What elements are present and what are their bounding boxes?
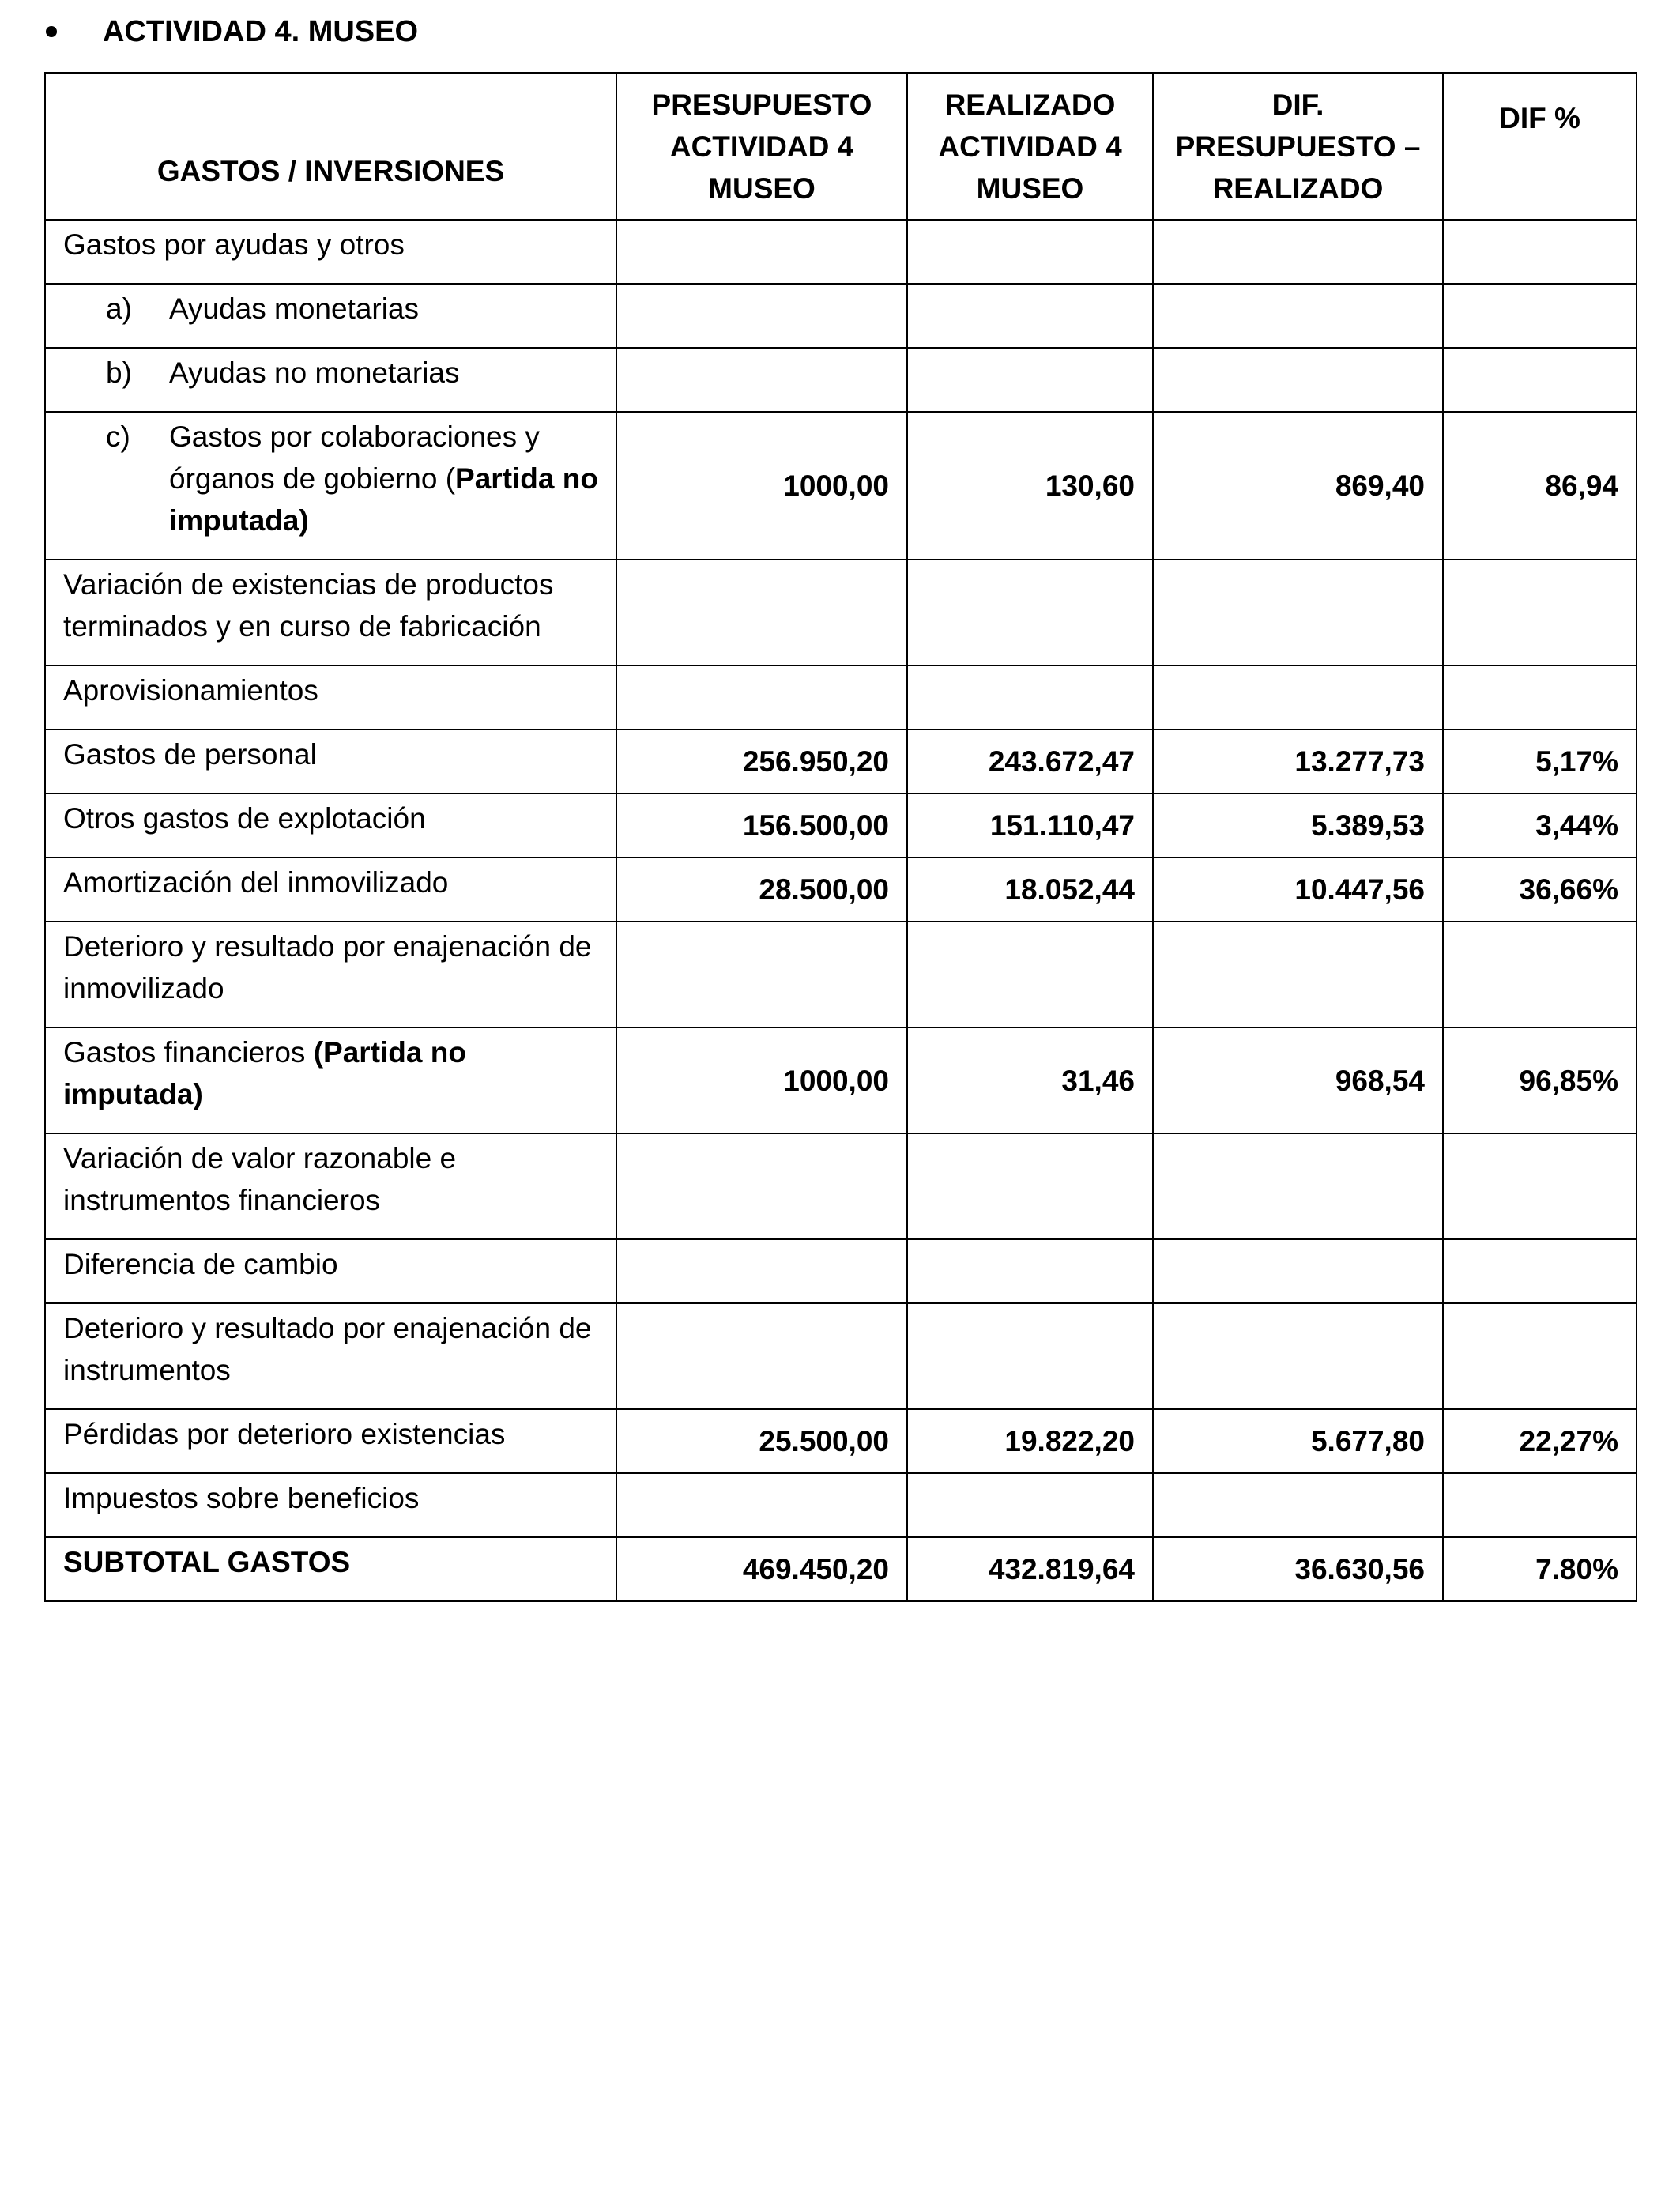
table-row [45, 412, 1637, 560]
dif-value [1153, 922, 1443, 1027]
realizado-value [907, 284, 1153, 348]
dif-percent-value [1443, 220, 1637, 284]
table-row [45, 922, 1637, 1027]
header-dif-percent: DIF % [1443, 73, 1637, 220]
row-label: Pérdidas por deterioro existencias [45, 1409, 616, 1473]
row-label: Otros gastos de explotación [45, 794, 616, 858]
dif-value [1153, 348, 1443, 412]
realizado-value [907, 220, 1153, 284]
section-title: ACTIVIDAD 4. MUSEO [103, 15, 419, 48]
realizado-value: 19.822,20 [907, 1409, 1153, 1473]
table-row [45, 729, 1637, 794]
dif-percent-value [1443, 348, 1637, 412]
row-label: Gastos por ayudas y otros [45, 220, 616, 284]
row-label: b) Ayudas no monetarias [45, 348, 616, 412]
row-label: a) Ayudas monetarias [45, 284, 616, 348]
realizado-value [907, 1133, 1153, 1239]
dif-value: 5.677,80 [1153, 1409, 1443, 1473]
subtotal-label: SUBTOTAL GASTOS [45, 1537, 616, 1601]
dif-percent-value: 22,27% [1443, 1409, 1637, 1473]
presupuesto-value: 25.500,00 [616, 1409, 907, 1473]
dif-percent-value: 36,66% [1443, 858, 1637, 922]
dif-percent-value [1443, 665, 1637, 729]
realizado-value [907, 1239, 1153, 1303]
dif-percent-value [1443, 922, 1637, 1027]
presupuesto-value [616, 922, 907, 1027]
realizado-value: 432.819,64 [907, 1537, 1153, 1601]
table-row [45, 1239, 1637, 1303]
dif-value [1153, 1239, 1443, 1303]
row-label: Gastos financieros (Partida no imputada) [45, 1027, 616, 1133]
presupuesto-value [616, 1473, 907, 1537]
bullet-icon [46, 26, 57, 37]
dif-value [1153, 284, 1443, 348]
expenses-table [44, 72, 1637, 1602]
dif-percent-value: 7.80% [1443, 1537, 1637, 1601]
dif-percent-value [1443, 1239, 1637, 1303]
dif-percent-value [1443, 1133, 1637, 1239]
table-row [45, 858, 1637, 922]
header-gastos-inversiones: GASTOS / INVERSIONES [45, 73, 616, 220]
presupuesto-value [616, 220, 907, 284]
table-row [45, 1027, 1637, 1133]
realizado-value: 18.052,44 [907, 858, 1153, 922]
table-row [45, 1303, 1637, 1409]
realizado-value: 151.110,47 [907, 794, 1153, 858]
dif-percent-value: 96,85% [1443, 1027, 1637, 1133]
realizado-value: 130,60 [907, 412, 1153, 560]
dif-value: 36.630,56 [1153, 1537, 1443, 1601]
presupuesto-value: 256.950,20 [616, 729, 907, 794]
row-label: Impuestos sobre beneficios [45, 1473, 616, 1537]
table-row [45, 1473, 1637, 1537]
dif-percent-value [1443, 284, 1637, 348]
presupuesto-value [616, 665, 907, 729]
table-row [45, 665, 1637, 729]
header-presupuesto: PRESUPUESTO ACTIVIDAD 4 MUSEO [616, 73, 907, 220]
dif-value [1153, 1473, 1443, 1537]
row-label: Diferencia de cambio [45, 1239, 616, 1303]
presupuesto-value [616, 348, 907, 412]
table-row [45, 560, 1637, 665]
table-row [45, 1409, 1637, 1473]
dif-percent-value: 3,44% [1443, 794, 1637, 858]
presupuesto-value [616, 1239, 907, 1303]
presupuesto-value [616, 1133, 907, 1239]
dif-value: 869,40 [1153, 412, 1443, 560]
table-row [45, 220, 1637, 284]
realizado-value [907, 922, 1153, 1027]
dif-value [1153, 1133, 1443, 1239]
presupuesto-value: 28.500,00 [616, 858, 907, 922]
row-label: Deterioro y resultado por enajenación de instrumentos [45, 1303, 616, 1409]
realizado-value: 31,46 [907, 1027, 1153, 1133]
realizado-value [907, 560, 1153, 665]
realizado-value [907, 348, 1153, 412]
presupuesto-value: 1000,00 [616, 412, 907, 560]
presupuesto-value [616, 1303, 907, 1409]
presupuesto-value: 469.450,20 [616, 1537, 907, 1601]
presupuesto-value: 156.500,00 [616, 794, 907, 858]
row-label: Aprovisionamientos [45, 665, 616, 729]
dif-value: 5.389,53 [1153, 794, 1443, 858]
realizado-value [907, 665, 1153, 729]
table-header-row [45, 73, 1637, 220]
row-label: Amortización del inmovilizado [45, 858, 616, 922]
presupuesto-value: 1000,00 [616, 1027, 907, 1133]
row-label: Deterioro y resultado por enajenación de inmovilizado [45, 922, 616, 1027]
dif-percent-value [1443, 1303, 1637, 1409]
dif-value [1153, 560, 1443, 665]
dif-value: 968,54 [1153, 1027, 1443, 1133]
row-label: c) Gastos por colaboraciones y órganos de gobierno (Partida no imputada) [45, 412, 616, 560]
section-heading [41, 9, 418, 54]
table-row [45, 284, 1637, 348]
dif-percent-value: 86,94 [1443, 412, 1637, 560]
row-label: Variación de existencias de productos terminados y en curso de fabricación [45, 560, 616, 665]
dif-value [1153, 220, 1443, 284]
dif-value: 13.277,73 [1153, 729, 1443, 794]
dif-value [1153, 1303, 1443, 1409]
presupuesto-value [616, 284, 907, 348]
table-row [45, 348, 1637, 412]
header-realizado: REALIZADO ACTIVIDAD 4 MUSEO [907, 73, 1153, 220]
dif-percent-value [1443, 1473, 1637, 1537]
presupuesto-value [616, 560, 907, 665]
row-label: Variación de valor razonable e instrumentos financieros [45, 1133, 616, 1239]
table-row [45, 794, 1637, 858]
realizado-value [907, 1473, 1153, 1537]
subtotal-row [45, 1537, 1637, 1601]
row-label: Gastos de personal [45, 729, 616, 794]
dif-value: 10.447,56 [1153, 858, 1443, 922]
realizado-value [907, 1303, 1153, 1409]
dif-percent-value [1443, 560, 1637, 665]
dif-value [1153, 665, 1443, 729]
dif-percent-value: 5,17% [1443, 729, 1637, 794]
header-diferencia: DIF. PRESUPUESTO – REALIZADO [1153, 73, 1443, 220]
realizado-value: 243.672,47 [907, 729, 1153, 794]
table-row [45, 1133, 1637, 1239]
